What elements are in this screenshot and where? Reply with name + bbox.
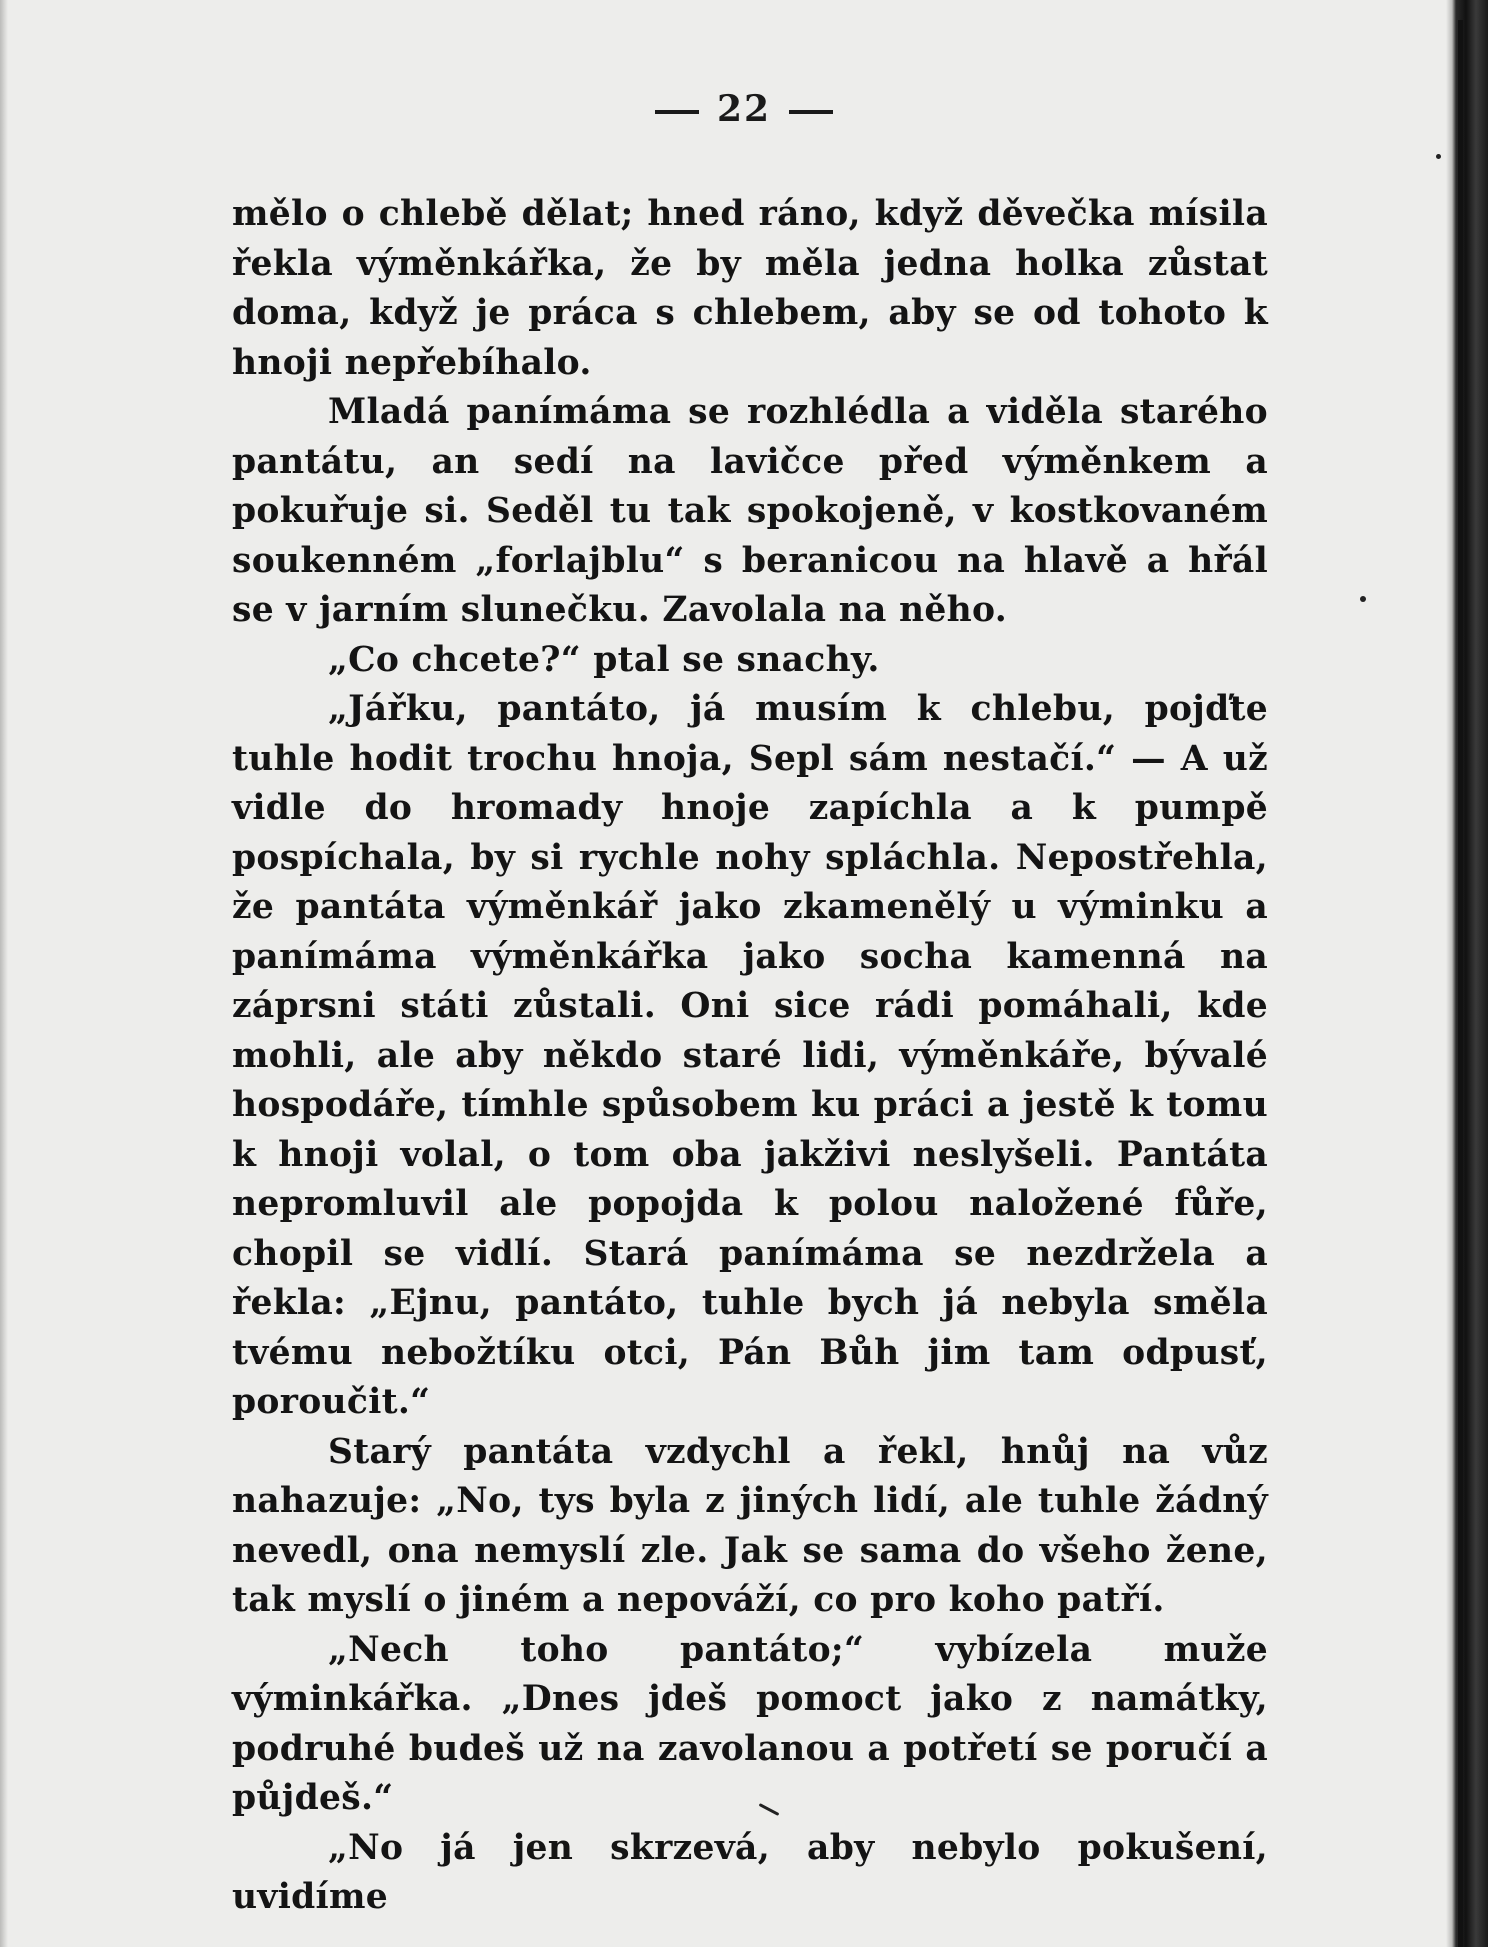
body-text bbox=[232, 190, 1268, 1923]
header-dash-right bbox=[789, 110, 833, 114]
paragraph-1: mělo o chlebě dělat; hned ráno, když děvečka mísila řekla výměnkářka, že by měla jedna holka zůstat doma, když je práca s chlebem, aby se od tohoto k hnoji nepřebíhalo. bbox=[232, 194, 1268, 383]
page-number: 22 bbox=[716, 88, 772, 130]
binding-strip bbox=[1446, 0, 1488, 1947]
paragraph-5: Starý pantáta vzdychl a řekl, hnůj na vůz nahazuje: „No, tys byla z jiných lidí, ale tuhle žádný nevedl, ona nemyslí zle. Jak se sama do všeho žene, tak myslí o jiném a nepováží, co pro koho patří. bbox=[232, 1431, 1268, 1620]
binding-rule bbox=[1458, 20, 1463, 1947]
scan-speck bbox=[1436, 154, 1441, 159]
page-number-header bbox=[0, 88, 1488, 130]
paragraph-2: Mladá panímáma se rozhlédla a viděla starého pantátu, an sedí na lavičce před výměnkem a pokuřuje si. Seděl tu tak spokojeně, v kostkovaném soukenném „forlajblu“ s beranicou na hlavě a hřál se v jarním slunečku. Zavolala na něho. bbox=[232, 392, 1268, 630]
header-dash-left bbox=[655, 110, 699, 114]
scan-speck bbox=[1360, 596, 1366, 602]
paragraph-3: „Co chcete?“ ptal se snachy. bbox=[328, 639, 880, 680]
paragraph-7: „No já jen skrzevá, aby nebylo pokušení, uvidíme bbox=[232, 1827, 1268, 1917]
page-left-edge bbox=[0, 0, 8, 1947]
paragraph-6: „Nech toho pantáto;“ vybízela muže výminkářka. „Dnes jdeš pomoct jako z namátky, podruhé budeš už na zavolanou a potřetí se poručí a půjdeš.“ bbox=[232, 1629, 1268, 1818]
paragraph-4: „Jářku, pantáto, já musím k chlebu, pojďte tuhle hodit trochu hnoja, Sepl sám nestačí.“ — A už vidle do hromady hnoje zapíchla a k pumpě pospíchala, by si rychle nohy spláchla. Nepostřehla, že pantáta výměnkář jako zkamenělý u výminku a panímáma výměnkářka jako socha kamenná na záprsni státi zůstali. Oni sice rádi pomáhali, kde mohli, ale aby někdo staré lidi, výměnkáře, bývalé hospodáře, tímhle spůsobem ku práci a jestě k tomu k hnoji volal, o tom oba jakživi neslyšeli. Pantáta nepromluvil ale popojda k polou naložené fůře, chopil se vidlí. Stará panímáma se nezdržela a řekla: „Ejnu, pantáto, tuhle bych já nebyla směla tvému nebožtíku otci, Pán Bůh jim tam odpusť, poroučit.“ bbox=[232, 689, 1268, 1422]
